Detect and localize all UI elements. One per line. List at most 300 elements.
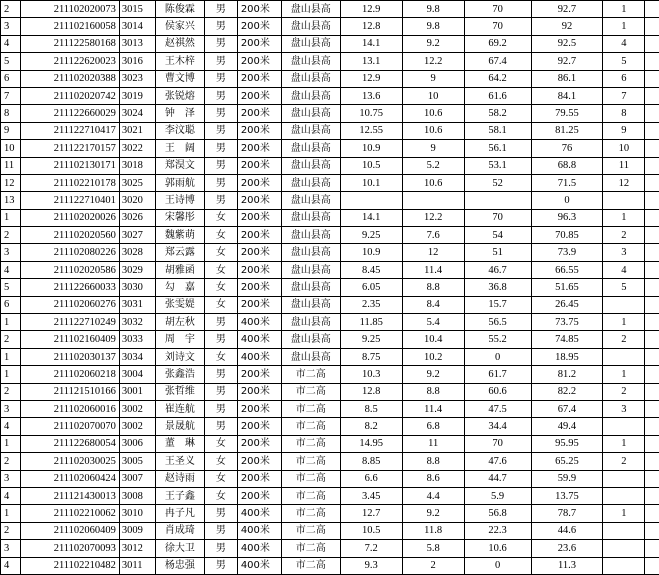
gender-cell[interactable]: 男 [204, 70, 237, 87]
rank-cell[interactable]: 2 [603, 453, 645, 470]
student-id-cell[interactable]: 211102060424 [20, 470, 119, 487]
total-score-cell[interactable]: 71.5 [531, 174, 603, 191]
student-id-cell[interactable]: 211102210482 [20, 557, 119, 574]
row-index-cell[interactable]: 4 [1, 418, 21, 435]
student-id-cell[interactable]: 211102130171 [20, 157, 119, 174]
score-2-cell[interactable]: 10.6 [402, 122, 464, 139]
event-cell[interactable]: 200米 [237, 35, 281, 52]
empty-cell[interactable] [645, 522, 659, 539]
school-cell[interactable]: 盘山县高 [281, 35, 340, 52]
student-name-cell[interactable]: 杨忠强 [155, 557, 204, 574]
student-id-cell[interactable]: 211102030137 [20, 348, 119, 365]
gender-cell[interactable]: 男 [204, 383, 237, 400]
exam-number-cell[interactable]: 3023 [119, 70, 155, 87]
student-name-cell[interactable]: 张雯媞 [155, 296, 204, 313]
gender-cell[interactable]: 男 [204, 540, 237, 557]
score-3-cell[interactable]: 54 [464, 227, 531, 244]
school-cell[interactable]: 盘山县高 [281, 209, 340, 226]
row-index-cell[interactable]: 4 [1, 487, 21, 504]
student-name-cell[interactable]: 王木梓 [155, 53, 204, 70]
score-2-cell[interactable]: 12.2 [402, 209, 464, 226]
row-index-cell[interactable]: 9 [1, 122, 21, 139]
empty-cell[interactable] [645, 557, 659, 574]
student-id-cell[interactable]: 211102160058 [20, 18, 119, 35]
gender-cell[interactable]: 男 [204, 314, 237, 331]
empty-cell[interactable] [645, 70, 659, 87]
empty-cell[interactable] [645, 505, 659, 522]
total-score-cell[interactable]: 81.25 [531, 122, 603, 139]
score-1-cell[interactable]: 14.1 [340, 209, 402, 226]
exam-number-cell[interactable]: 3002 [119, 418, 155, 435]
rank-cell[interactable]: 8 [603, 105, 645, 122]
exam-number-cell[interactable]: 3029 [119, 261, 155, 278]
exam-number-cell[interactable]: 3032 [119, 314, 155, 331]
exam-number-cell[interactable]: 3010 [119, 505, 155, 522]
exam-number-cell[interactable]: 3021 [119, 122, 155, 139]
score-2-cell[interactable]: 9.8 [402, 18, 464, 35]
row-index-cell[interactable]: 1 [1, 366, 21, 383]
school-cell[interactable]: 盘山县高 [281, 279, 340, 296]
score-3-cell[interactable]: 70 [464, 1, 531, 18]
row-index-cell[interactable]: 3 [1, 470, 21, 487]
school-cell[interactable]: 市二高 [281, 453, 340, 470]
event-cell[interactable]: 200米 [237, 279, 281, 296]
event-cell[interactable]: 200米 [237, 487, 281, 504]
student-name-cell[interactable]: 周 宇 [155, 331, 204, 348]
score-1-cell[interactable]: 8.85 [340, 453, 402, 470]
total-score-cell[interactable]: 44.6 [531, 522, 603, 539]
total-score-cell[interactable]: 23.6 [531, 540, 603, 557]
student-name-cell[interactable]: 赵祺然 [155, 35, 204, 52]
score-2-cell[interactable] [402, 192, 464, 209]
rank-cell[interactable] [603, 418, 645, 435]
exam-number-cell[interactable]: 3001 [119, 383, 155, 400]
student-id-cell[interactable]: 211102060218 [20, 366, 119, 383]
rank-cell[interactable]: 1 [603, 435, 645, 452]
total-score-cell[interactable]: 92.5 [531, 35, 603, 52]
rank-cell[interactable] [603, 557, 645, 574]
score-1-cell[interactable]: 12.7 [340, 505, 402, 522]
school-cell[interactable]: 盘山县高 [281, 157, 340, 174]
gender-cell[interactable]: 男 [204, 418, 237, 435]
gender-cell[interactable]: 男 [204, 331, 237, 348]
score-2-cell[interactable]: 10 [402, 87, 464, 104]
total-score-cell[interactable]: 13.75 [531, 487, 603, 504]
student-id-cell[interactable]: 211102020026 [20, 209, 119, 226]
rank-cell[interactable] [603, 348, 645, 365]
row-index-cell[interactable]: 2 [1, 227, 21, 244]
event-cell[interactable]: 200米 [237, 53, 281, 70]
exam-number-cell[interactable]: 3019 [119, 87, 155, 104]
student-id-cell[interactable]: 211122710417 [20, 122, 119, 139]
total-score-cell[interactable]: 73.9 [531, 244, 603, 261]
score-1-cell[interactable]: 12.8 [340, 383, 402, 400]
row-index-cell[interactable]: 3 [1, 18, 21, 35]
row-index-cell[interactable]: 4 [1, 35, 21, 52]
score-3-cell[interactable]: 10.6 [464, 540, 531, 557]
student-name-cell[interactable]: 徐大卫 [155, 540, 204, 557]
score-3-cell[interactable]: 69.2 [464, 35, 531, 52]
score-1-cell[interactable]: 3.45 [340, 487, 402, 504]
student-id-cell[interactable]: 211102070070 [20, 418, 119, 435]
student-name-cell[interactable]: 王诗博 [155, 192, 204, 209]
exam-number-cell[interactable]: 3028 [119, 244, 155, 261]
gender-cell[interactable]: 男 [204, 174, 237, 191]
student-id-cell[interactable]: 211102020586 [20, 261, 119, 278]
student-name-cell[interactable]: 赵诗雨 [155, 470, 204, 487]
empty-cell[interactable] [645, 18, 659, 35]
score-2-cell[interactable]: 11.4 [402, 400, 464, 417]
score-1-cell[interactable]: 10.5 [340, 522, 402, 539]
score-1-cell[interactable]: 6.05 [340, 279, 402, 296]
score-2-cell[interactable]: 10.6 [402, 105, 464, 122]
empty-cell[interactable] [645, 227, 659, 244]
total-score-cell[interactable]: 51.65 [531, 279, 603, 296]
empty-cell[interactable] [645, 435, 659, 452]
total-score-cell[interactable]: 92.7 [531, 53, 603, 70]
score-3-cell[interactable]: 67.4 [464, 53, 531, 70]
student-id-cell[interactable]: 211121430013 [20, 487, 119, 504]
score-1-cell[interactable]: 14.1 [340, 35, 402, 52]
school-cell[interactable]: 盘山县高 [281, 192, 340, 209]
event-cell[interactable]: 200米 [237, 383, 281, 400]
score-3-cell[interactable]: 22.3 [464, 522, 531, 539]
row-index-cell[interactable]: 13 [1, 192, 21, 209]
exam-number-cell[interactable]: 3015 [119, 1, 155, 18]
empty-cell[interactable] [645, 453, 659, 470]
total-score-cell[interactable]: 0 [531, 192, 603, 209]
score-2-cell[interactable]: 9 [402, 70, 464, 87]
exam-number-cell[interactable]: 3011 [119, 557, 155, 574]
score-2-cell[interactable]: 10.6 [402, 174, 464, 191]
rank-cell[interactable]: 4 [603, 261, 645, 278]
total-score-cell[interactable]: 66.55 [531, 261, 603, 278]
empty-cell[interactable] [645, 279, 659, 296]
student-id-cell[interactable]: 211102070093 [20, 540, 119, 557]
event-cell[interactable]: 400米 [237, 540, 281, 557]
school-cell[interactable]: 市二高 [281, 557, 340, 574]
school-cell[interactable]: 盘山县高 [281, 1, 340, 18]
event-cell[interactable]: 200米 [237, 157, 281, 174]
school-cell[interactable]: 市二高 [281, 366, 340, 383]
gender-cell[interactable]: 男 [204, 366, 237, 383]
score-3-cell[interactable]: 46.7 [464, 261, 531, 278]
student-name-cell[interactable]: 景晟航 [155, 418, 204, 435]
rank-cell[interactable] [603, 540, 645, 557]
exam-number-cell[interactable]: 3018 [119, 157, 155, 174]
rank-cell[interactable]: 1 [603, 1, 645, 18]
gender-cell[interactable]: 女 [204, 453, 237, 470]
score-2-cell[interactable]: 5.8 [402, 540, 464, 557]
score-3-cell[interactable] [464, 192, 531, 209]
student-name-cell[interactable]: 崔连航 [155, 400, 204, 417]
score-2-cell[interactable]: 9.2 [402, 35, 464, 52]
rank-cell[interactable]: 1 [603, 366, 645, 383]
score-2-cell[interactable]: 8.8 [402, 279, 464, 296]
event-cell[interactable]: 200米 [237, 122, 281, 139]
total-score-cell[interactable]: 95.95 [531, 435, 603, 452]
empty-cell[interactable] [645, 140, 659, 157]
row-index-cell[interactable]: 4 [1, 557, 21, 574]
exam-number-cell[interactable]: 3006 [119, 435, 155, 452]
rank-cell[interactable]: 3 [603, 400, 645, 417]
school-cell[interactable]: 盘山县高 [281, 314, 340, 331]
gender-cell[interactable]: 男 [204, 192, 237, 209]
empty-cell[interactable] [645, 35, 659, 52]
student-name-cell[interactable]: 肖成琦 [155, 522, 204, 539]
empty-cell[interactable] [645, 122, 659, 139]
total-score-cell[interactable]: 79.55 [531, 105, 603, 122]
score-3-cell[interactable]: 56.5 [464, 314, 531, 331]
score-2-cell[interactable]: 11 [402, 435, 464, 452]
school-cell[interactable]: 盘山县高 [281, 105, 340, 122]
row-index-cell[interactable]: 3 [1, 540, 21, 557]
score-3-cell[interactable]: 56.8 [464, 505, 531, 522]
exam-number-cell[interactable]: 3030 [119, 279, 155, 296]
gender-cell[interactable]: 男 [204, 122, 237, 139]
score-1-cell[interactable]: 10.5 [340, 157, 402, 174]
event-cell[interactable]: 200米 [237, 87, 281, 104]
exam-number-cell[interactable]: 3004 [119, 366, 155, 383]
empty-cell[interactable] [645, 296, 659, 313]
student-name-cell[interactable]: 王圣义 [155, 453, 204, 470]
rank-cell[interactable]: 5 [603, 53, 645, 70]
rank-cell[interactable]: 6 [603, 70, 645, 87]
empty-cell[interactable] [645, 400, 659, 417]
row-index-cell[interactable]: 12 [1, 174, 21, 191]
total-score-cell[interactable]: 59.9 [531, 470, 603, 487]
exam-number-cell[interactable]: 3024 [119, 105, 155, 122]
gender-cell[interactable]: 男 [204, 522, 237, 539]
row-index-cell[interactable]: 3 [1, 244, 21, 261]
score-2-cell[interactable]: 9.8 [402, 1, 464, 18]
event-cell[interactable]: 200米 [237, 296, 281, 313]
student-id-cell[interactable]: 211122710249 [20, 314, 119, 331]
gender-cell[interactable]: 女 [204, 435, 237, 452]
event-cell[interactable]: 200米 [237, 400, 281, 417]
score-3-cell[interactable]: 53.1 [464, 157, 531, 174]
event-cell[interactable]: 200米 [237, 192, 281, 209]
score-1-cell[interactable]: 9.25 [340, 331, 402, 348]
student-id-cell[interactable]: 211122170157 [20, 140, 119, 157]
exam-number-cell[interactable]: 3027 [119, 227, 155, 244]
school-cell[interactable]: 市二高 [281, 383, 340, 400]
gender-cell[interactable]: 女 [204, 279, 237, 296]
score-2-cell[interactable]: 2 [402, 557, 464, 574]
student-name-cell[interactable]: 王子鑫 [155, 487, 204, 504]
student-id-cell[interactable]: 211102060276 [20, 296, 119, 313]
student-name-cell[interactable]: 郑云露 [155, 244, 204, 261]
exam-number-cell[interactable]: 3002 [119, 400, 155, 417]
empty-cell[interactable] [645, 157, 659, 174]
school-cell[interactable]: 盘山县高 [281, 331, 340, 348]
score-2-cell[interactable]: 11.4 [402, 261, 464, 278]
row-index-cell[interactable]: 4 [1, 261, 21, 278]
score-3-cell[interactable]: 61.7 [464, 366, 531, 383]
score-1-cell[interactable]: 10.9 [340, 244, 402, 261]
student-id-cell[interactable]: 211122660033 [20, 279, 119, 296]
school-cell[interactable]: 盘山县高 [281, 227, 340, 244]
row-index-cell[interactable]: 8 [1, 105, 21, 122]
score-3-cell[interactable]: 64.2 [464, 70, 531, 87]
row-index-cell[interactable]: 10 [1, 140, 21, 157]
school-cell[interactable]: 市二高 [281, 435, 340, 452]
school-cell[interactable]: 盘山县高 [281, 87, 340, 104]
row-index-cell[interactable]: 2 [1, 383, 21, 400]
score-3-cell[interactable]: 52 [464, 174, 531, 191]
row-index-cell[interactable]: 1 [1, 348, 21, 365]
rank-cell[interactable]: 11 [603, 157, 645, 174]
score-1-cell[interactable]: 13.6 [340, 87, 402, 104]
total-score-cell[interactable]: 81.2 [531, 366, 603, 383]
score-3-cell[interactable]: 47.6 [464, 453, 531, 470]
score-3-cell[interactable]: 34.4 [464, 418, 531, 435]
student-id-cell[interactable]: 211102020388 [20, 70, 119, 87]
score-2-cell[interactable]: 6.8 [402, 418, 464, 435]
score-1-cell[interactable]: 10.9 [340, 140, 402, 157]
school-cell[interactable]: 市二高 [281, 505, 340, 522]
total-score-cell[interactable]: 73.75 [531, 314, 603, 331]
student-id-cell[interactable]: 211102160409 [20, 331, 119, 348]
student-id-cell[interactable]: 211102020073 [20, 1, 119, 18]
gender-cell[interactable]: 男 [204, 157, 237, 174]
score-1-cell[interactable]: 12.9 [340, 70, 402, 87]
row-index-cell[interactable]: 6 [1, 70, 21, 87]
gender-cell[interactable]: 女 [204, 296, 237, 313]
rank-cell[interactable] [603, 522, 645, 539]
score-1-cell[interactable]: 12.55 [340, 122, 402, 139]
event-cell[interactable]: 200米 [237, 261, 281, 278]
score-2-cell[interactable]: 12 [402, 244, 464, 261]
score-3-cell[interactable]: 60.6 [464, 383, 531, 400]
total-score-cell[interactable]: 26.45 [531, 296, 603, 313]
student-id-cell[interactable]: 211102020560 [20, 227, 119, 244]
rank-cell[interactable]: 2 [603, 331, 645, 348]
student-id-cell[interactable]: 211122660029 [20, 105, 119, 122]
empty-cell[interactable] [645, 470, 659, 487]
empty-cell[interactable] [645, 418, 659, 435]
score-1-cell[interactable]: 8.45 [340, 261, 402, 278]
row-index-cell[interactable]: 5 [1, 279, 21, 296]
student-name-cell[interactable]: 刘诗文 [155, 348, 204, 365]
school-cell[interactable]: 市二高 [281, 540, 340, 557]
score-1-cell[interactable] [340, 192, 402, 209]
total-score-cell[interactable]: 18.95 [531, 348, 603, 365]
event-cell[interactable]: 400米 [237, 348, 281, 365]
score-3-cell[interactable]: 47.5 [464, 400, 531, 417]
empty-cell[interactable] [645, 244, 659, 261]
student-id-cell[interactable]: 211102060409 [20, 522, 119, 539]
gender-cell[interactable]: 男 [204, 53, 237, 70]
empty-cell[interactable] [645, 87, 659, 104]
total-score-cell[interactable]: 78.7 [531, 505, 603, 522]
score-3-cell[interactable]: 58.2 [464, 105, 531, 122]
rank-cell[interactable]: 2 [603, 383, 645, 400]
exam-number-cell[interactable]: 3026 [119, 209, 155, 226]
score-3-cell[interactable]: 61.6 [464, 87, 531, 104]
rank-cell[interactable] [603, 296, 645, 313]
empty-cell[interactable] [645, 209, 659, 226]
score-1-cell[interactable]: 6.6 [340, 470, 402, 487]
event-cell[interactable]: 200米 [237, 18, 281, 35]
rank-cell[interactable] [603, 470, 645, 487]
school-cell[interactable]: 盘山县高 [281, 122, 340, 139]
student-name-cell[interactable]: 陈俊霖 [155, 1, 204, 18]
student-id-cell[interactable]: 211102210178 [20, 174, 119, 191]
score-2-cell[interactable]: 8.8 [402, 453, 464, 470]
total-score-cell[interactable]: 70.85 [531, 227, 603, 244]
school-cell[interactable]: 盘山县高 [281, 296, 340, 313]
row-index-cell[interactable]: 2 [1, 453, 21, 470]
rank-cell[interactable]: 1 [603, 18, 645, 35]
row-index-cell[interactable]: 6 [1, 296, 21, 313]
score-1-cell[interactable]: 8.2 [340, 418, 402, 435]
exam-number-cell[interactable]: 3022 [119, 140, 155, 157]
empty-cell[interactable] [645, 540, 659, 557]
student-name-cell[interactable]: 魏紫萌 [155, 227, 204, 244]
score-1-cell[interactable]: 9.25 [340, 227, 402, 244]
gender-cell[interactable]: 女 [204, 244, 237, 261]
score-1-cell[interactable]: 2.35 [340, 296, 402, 313]
gender-cell[interactable]: 男 [204, 35, 237, 52]
empty-cell[interactable] [645, 331, 659, 348]
empty-cell[interactable] [645, 261, 659, 278]
rank-cell[interactable]: 2 [603, 227, 645, 244]
score-2-cell[interactable]: 12.2 [402, 53, 464, 70]
student-id-cell[interactable]: 211102060016 [20, 400, 119, 417]
score-3-cell[interactable]: 0 [464, 348, 531, 365]
school-cell[interactable]: 市二高 [281, 400, 340, 417]
school-cell[interactable]: 盘山县高 [281, 18, 340, 35]
score-2-cell[interactable]: 10.4 [402, 331, 464, 348]
gender-cell[interactable]: 女 [204, 348, 237, 365]
total-score-cell[interactable]: 82.2 [531, 383, 603, 400]
score-2-cell[interactable]: 9 [402, 140, 464, 157]
row-index-cell[interactable]: 1 [1, 435, 21, 452]
student-name-cell[interactable]: 胡左秋 [155, 314, 204, 331]
total-score-cell[interactable]: 65.25 [531, 453, 603, 470]
exam-number-cell[interactable]: 3016 [119, 53, 155, 70]
student-name-cell[interactable]: 张锐熔 [155, 87, 204, 104]
empty-cell[interactable] [645, 487, 659, 504]
exam-number-cell[interactable]: 3014 [119, 18, 155, 35]
event-cell[interactable]: 400米 [237, 505, 281, 522]
row-index-cell[interactable]: 2 [1, 522, 21, 539]
score-3-cell[interactable]: 15.7 [464, 296, 531, 313]
empty-cell[interactable] [645, 192, 659, 209]
total-score-cell[interactable]: 92 [531, 18, 603, 35]
score-3-cell[interactable]: 70 [464, 435, 531, 452]
total-score-cell[interactable]: 49.4 [531, 418, 603, 435]
school-cell[interactable]: 盘山县高 [281, 174, 340, 191]
gender-cell[interactable]: 女 [204, 261, 237, 278]
school-cell[interactable]: 市二高 [281, 487, 340, 504]
rank-cell[interactable] [603, 192, 645, 209]
score-2-cell[interactable]: 8.4 [402, 296, 464, 313]
score-1-cell[interactable]: 10.3 [340, 366, 402, 383]
total-score-cell[interactable]: 11.3 [531, 557, 603, 574]
student-name-cell[interactable]: 张哲维 [155, 383, 204, 400]
event-cell[interactable]: 200米 [237, 209, 281, 226]
student-id-cell[interactable]: 211122680054 [20, 435, 119, 452]
score-2-cell[interactable]: 5.2 [402, 157, 464, 174]
school-cell[interactable]: 市二高 [281, 522, 340, 539]
score-2-cell[interactable]: 8.6 [402, 470, 464, 487]
score-3-cell[interactable]: 51 [464, 244, 531, 261]
row-index-cell[interactable]: 2 [1, 1, 21, 18]
event-cell[interactable]: 400米 [237, 331, 281, 348]
event-cell[interactable]: 200米 [237, 470, 281, 487]
